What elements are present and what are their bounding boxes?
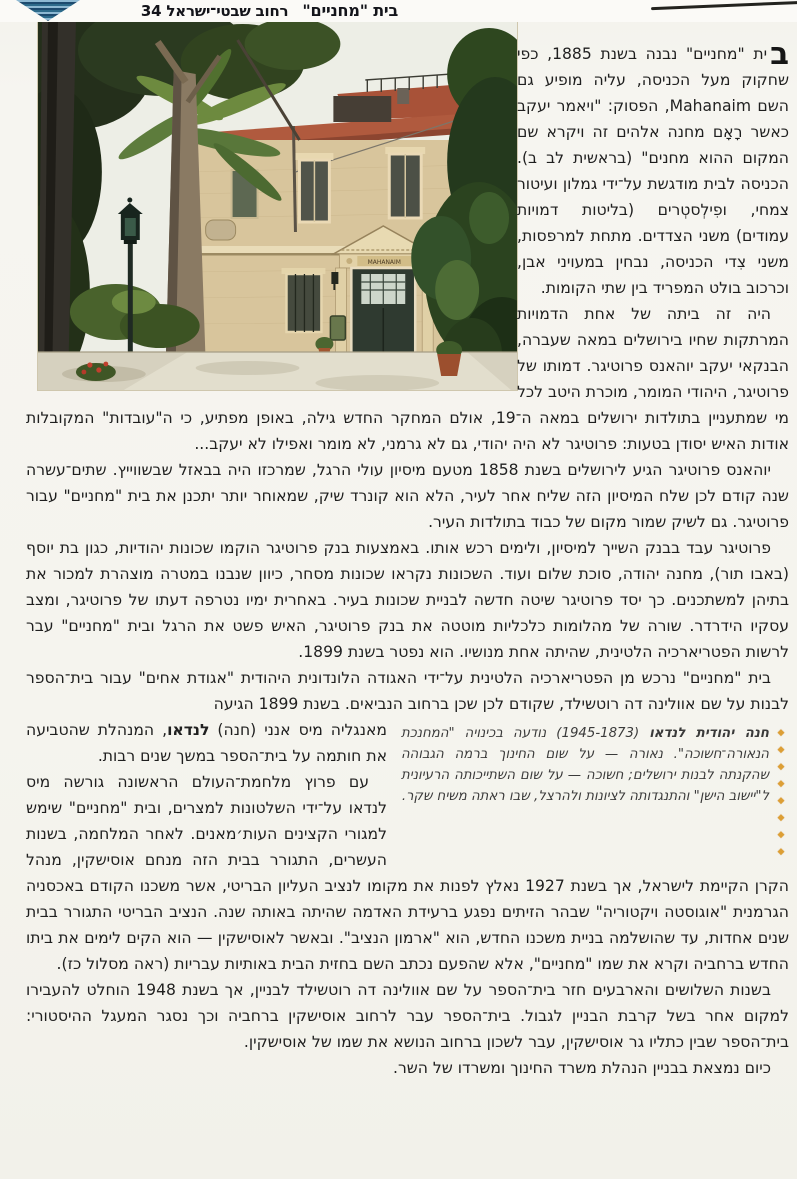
building-photo: [38, 22, 517, 390]
drop-cap: ב: [770, 36, 789, 72]
paragraph-3: יוהאנס פרוטיגר הגיע לירושלים בשנת 1858 מטעם מיסיון עולי הרגל, שמרכזו היה בבאזל שבשווייץ. שתים־עשרה שנה קודם לכן שלח המיסיון הזה שליח אחר לעיר, הלא הוא קונרד שיק, שמאוחר יותר יתכנן את בית "מחניים" עבור פרוטיגר. גם לשיק שמור מקום של כבוד בתולדות העיר.: [26, 461, 789, 531]
paragraph-5-tail: , המנהלת שהטביעה את חותמה על בית־הספר במשך שנים רבות.: [26, 721, 387, 765]
bio-name: חנה יהודית לנדאו: [649, 726, 769, 741]
building-title: בית "מחניים": [302, 1, 398, 20]
paragraph-6: עם פרוץ מלחמת־העולם הראשונה גורשה מיס לנדאו על־ידי השלטונות למצרים, ובית "מחניים" שימש למגורי הקצינים העות׳מאנים. לאחר המלחמה, בשנות העשרים, התגורר בבית הזה מנחם אוסישקין, מנהל הקרן הקיימת לישראל, אך בשנת 1927 נאלץ לפנות את מקומו לנציב העליון הבריטי, אשר משכנו הקודם באכסניה הגרמנית "אוגוסטה ויקטוריה" שבהר הזיתים נפגע ברעידת האדמה שהיתה באותה שנה. הנציב הבריטי התגורר בבית שנים אחדות, עד שהושלמה בניית משכנו החדש, הוא "ארמון הנציב". ובאשר לאוסישקין — הוא הקים לימים את ביתו החדש ברחביה וקרא את שמו "מחניים", אלא שהפעם נכתב השם בחזית הבית באותיות עבריות (ראה מסלול כז).: [26, 773, 789, 973]
bio-description: (1945-1873) נודעה בכינויה "המחנכת הנאורה־חשוכה". נאורה — על שום החינוך ברמה הגבוהה שהקנתה לבנות ירושלים; חשוכה — על שום השתייכותה הרעיונית ל"יישוב הישן" והתנגדותה לציונות ולהרצל, שבו ראתה משיח שקר.: [401, 726, 769, 804]
article-body: [0, 22, 797, 1081]
building-sign: MAHANAIM: [367, 258, 401, 267]
paragraph-1-text: ית "מחניים" נבנה בשנת 1885, כפי שחקוק מעל הכניסה, עליה מופיע גם השם Mahanaim, הפסוק: "ויאמר יעקב כאשר רָאָם מחנה אלהים זה ויקרא שם המקום ההוא מחנים" (בראשית לב ב). הכניסה לבית מודגשת על־ידי גמלון ועיטור צמחי, ופִילְסטְרים (בליטות דמויות עמודים) משני הצדדים. מתחת למרפסות, משני צִדי הכניסה, נבחין במעויני אבן, וכרכוב בולט המפריד בין שתי הקומות.: [517, 45, 789, 297]
scan-artifact-line: [651, 1, 797, 10]
paragraph-5-text: מאנגליה מיס אנני (חנה): [209, 721, 387, 739]
diamond-icon: ◆: [777, 796, 785, 806]
bio-box-text: [401, 723, 773, 861]
diamond-separator: [773, 723, 789, 861]
page-header: [0, 0, 797, 22]
building-photo-illustration: [38, 22, 517, 390]
diamond-icon: ◆: [777, 779, 785, 789]
paragraph-4: פרוטיגר עבד בבנק השייך למיסיון, ולימים רכש אותו. באמצעות בנק פרוטיגר הוקמו שכונות יהודיות, כגון בת יוסף (באבו תור), מחנה יהודה, סוכת שלום ועוד. השכונות נקראו שכונות מסחר, כיוון שנבנו במטרה מוצהרת למכור את בתיהן למשתכנים. כך יסד פרוטיגר שיטה חדשה לבניית שכונות בעיר. באחרית ימיו נטרפה דעתו של פרוטיגר, ומצב עסקיו הידרדר. שורה של מהלומות כלכליות מוטטה את בנק פרוטיגר, האיש פשט את הרגל ובית "מחניים" עבר לרשות הפטריארכיה הלטינית, שהיתה אחת מנושיו. הוא נפטר בשנת 1899.: [26, 539, 789, 661]
diamond-icon: ◆: [777, 830, 785, 840]
landau-bold: לנדאו: [167, 721, 210, 739]
decorative-triangle-icon: [16, 0, 80, 21]
paragraph-8: כיום נמצאת בבניין הנהלת משרד החינוך ומשרדו של השר.: [392, 1059, 771, 1077]
street-title: רחוב שבטי־ישראל 34: [140, 2, 289, 20]
paragraph-5-part1: בית "מחניים" נרכש מן הפטריארכיה הלטינית על־ידי האגודה הלונדונית היהודית "אגודת אחים" עבור בית־הספר לבנות על שם אוולינה דה רוטשילד, שקודם לכן שכן ברחוב הנביאים. בשנת 1899 הגיעה: [26, 669, 789, 713]
diamond-icon: ◆: [777, 728, 785, 738]
diamond-icon: ◆: [777, 813, 785, 823]
page-title: [141, 0, 398, 22]
bio-box: [401, 723, 789, 861]
paragraph-7: בשנות השלושים והארבעים חזר בית־הספר על שם אוולינה דה רוטשילד לבניין, אך בשנת 1948 הוחלט להעבירו למקום אחר בשל קרבת הבניין לגבול. בית־הספר עבר לרחוב אוסישקין ברחביה וכך נסגר המעגל ההיסטורי: בית־הספר שבין כתליו גר אוסישקין, עבר לשכון ברחוב הנושא את שמו של אוסישקין.: [26, 981, 789, 1051]
diamond-icon: ◆: [777, 847, 785, 857]
diamond-icon: ◆: [777, 762, 785, 772]
paragraph-2: היה זה ביתה של אחת הדמויות המרתקות שחיו בירושלים במאה שעברה, הבנקאי יעקב יוהאנס פרוטיגר. דמותו של פרוטיגר, היהודי המומר, מוכרת היטב לכל מי שמתעניין בתולדות ירושלים במאה ה־19, אולם המחקר החדש גילה, באופן מפתיע, כי ה"עובדות" המקובלות אודות האיש יסודן בטעות: פרוטיגר לא היה יהודי, גם לא גרמני, לא מומר ואפילו לא יעקב...: [26, 305, 789, 453]
diamond-icon: ◆: [777, 745, 785, 755]
